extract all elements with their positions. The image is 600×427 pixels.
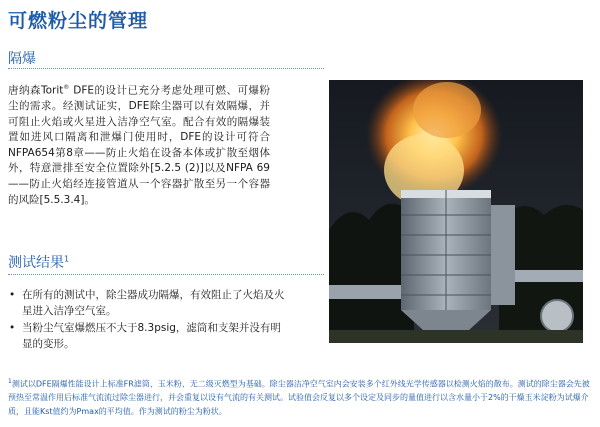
list-item-text: 当粉尘气室爆燃压不大于8.3psig，滤筒和支架并没有明显的变形。 [22, 322, 281, 350]
section-divider [8, 274, 324, 275]
footnote-mark: 1 [8, 378, 12, 385]
section-heading-results-text: 测试结果 [8, 255, 64, 271]
explosion-test-photo [329, 80, 583, 343]
section-divider [8, 68, 324, 69]
list-item [8, 321, 288, 352]
section-heading-isolation [8, 48, 36, 68]
footnote-reference: 1 [64, 254, 70, 264]
footnote [8, 375, 590, 418]
list-item [8, 288, 288, 319]
isolation-paragraph-text: DFE的设计已充分考虑处理可燃、可爆粉尘的需求。经测试证实，DFE除尘器可以有效隔爆，并可阻止火焰或火星进入洁净空气室。配合有效的隔爆装置如进风口隔离和泄爆门使用时，DFE的设计可符合NFPA654第8章——防止火焰在设备本体或扩散至烟体外，特意泄排至安全位置除外[5.2.5 (2)]以及NFPA 69——防止火焰经连接管道从一个容器扩散至另一个容器的风险[5.5.3.4]。 [8, 84, 270, 206]
footnote-text: 测试以DFE隔爆性能设计上标准FR滤筒、玉米粉、无二级灭燃型为基础。除尘器洁净空气室内会安装多个红外线光学传感器以检测火焰的散布。测试的除尘器会先被预热至常温作用后标准气流流过除尘器进行，并会重复以设有气流的有关测试。试验值会反复以多个设定及同步的量值进行以含水量小于2%的干燥玉米淀粉为试爆介质，且能Kst值约为Pmax的平均值。作为测试的粉尘为粉状。 [8, 379, 590, 416]
explosion-test-photo-illustration [329, 80, 583, 343]
bullet-icon: • [9, 322, 16, 335]
list-item-text: 在所有的测试中，除尘器成功隔爆，有效阻止了火焰及火星进入洁净空气室。 [22, 289, 285, 317]
isolation-paragraph [8, 80, 270, 208]
registered-mark: ® [63, 84, 70, 91]
page-title: 可燃粉尘的管理 [8, 10, 149, 32]
brand-name: 唐纳森Torit [8, 84, 64, 97]
section-heading-results [8, 252, 69, 272]
bullet-icon: • [9, 289, 16, 301]
results-list [8, 288, 288, 354]
section-heading-isolation-text: 隔爆 [8, 51, 36, 67]
